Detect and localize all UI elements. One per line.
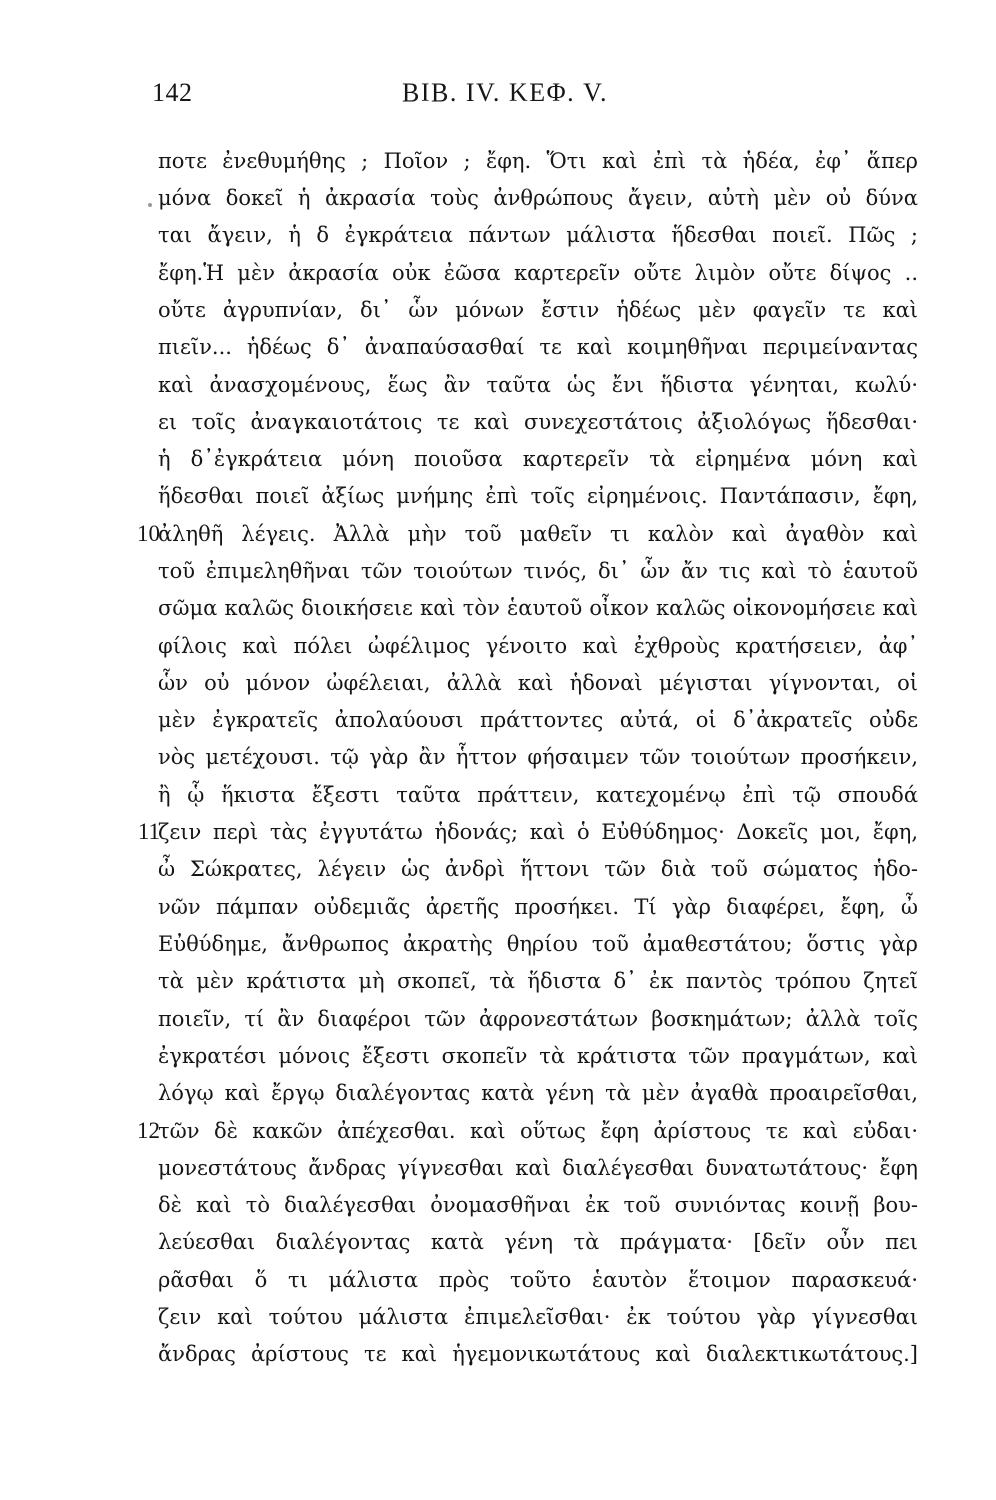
text-line: ει τοῖς ἀναγκαιοτάτοις τε καὶ συνεχεστάτοις ἀξιολόγως ἥδεσθαι· <box>158 410 918 434</box>
text-line: ἢ ᾧ ἥκιστα ἔξεστι ταῦτα πράττειν, κατεχομένῳ ἐπὶ τῷ σπουδά <box>158 783 918 807</box>
text-line: καὶ ἀνασχομένους, ἕως ἂν ταῦτα ὡς ἔνι ἥδιστα γένηται, κωλύ· <box>158 373 918 397</box>
text-line: φίλοις καὶ πόλει ὠφέλιμος γένοιτο καὶ ἐχθροὺς κρατήσειεν, ἀφ᾽ <box>158 634 918 658</box>
section-number-11: 11 <box>137 819 160 844</box>
text-line: ἐγκρατέσι μόνοις ἔξεστι σκοπεῖν τὰ κράτιστα τῶν πραγμάτων, καὶ <box>158 1044 918 1068</box>
page-number: 142 <box>152 78 193 107</box>
section-number-12: 12 <box>137 1118 160 1143</box>
text-line: νὸς μετέχουσι. τῷ γὰρ ἂν ἧττον φήσαιμεν τῶν τοιούτων προσήκειν, <box>158 745 918 769</box>
text-line: λεύεσθαι διαλέγοντας κατὰ γένη τὰ πράγματα· [δεῖν οὖν πει <box>158 1230 918 1254</box>
text-line: ποτε ἐνεθυμήθης ; Ποῖον ; ἔφη. Ὅτι καὶ ἐπὶ τὰ ἡδέα, ἐφ᾽ ἅπερ <box>158 149 918 173</box>
text-line: τῶν δὲ κακῶν ἀπέχεσθαι. καὶ οὕτως ἔφη ἀρίστους τε καὶ εὐδαι· <box>158 1119 918 1143</box>
running-head: ΒΙΒ. IV. ΚΕΦ. V. <box>402 78 609 107</box>
text-line: ἄνδρας ἀρίστους τε καὶ ἡγεμονικωτάτους καὶ διαλεκτικωτάτους.] <box>158 1342 918 1366</box>
text-line: ἥδεσθαι ποιεῖ ἀξίως μνήμης ἐπὶ τοῖς εἰρημένοις. Παντάπασιν, ἔφη, <box>158 484 918 508</box>
text-line: Εὐθύδημε, ἄνθρωπος ἀκρατὴς θηρίου τοῦ ἀμαθεστάτου; ὅστις γὰρ <box>158 932 918 956</box>
text-line: πιεῖν... ἡδέως δ᾽ ἀναπαύσασθαί τε καὶ κοιμηθῆναι περιμείναντας <box>158 335 918 359</box>
text-line: μὲν ἐγκρατεῖς ἀπολαύουσι πράττοντες αὐτά, οἱ δ᾽ἀκρατεῖς οὐδε <box>158 708 918 732</box>
text-line: ὦ Σώκρατες, λέγειν ὡς ἀνδρὶ ἥττονι τῶν διὰ τοῦ σώματος ἡδο- <box>158 857 918 881</box>
text-line: ἀληθῆ λέγεις. Ἀλλὰ μὴν τοῦ μαθεῖν τι καλὸν καὶ ἀγαθὸν καὶ <box>158 522 918 546</box>
text-line: δὲ καὶ τὸ διαλέγεσθαι ὀνομασθῆναι ἐκ τοῦ συνιόντας κοινῇ βου- <box>158 1193 918 1217</box>
text-line: ρᾶσθαι ὅ τι μάλιστα πρὸς τοῦτο ἑαυτὸν ἕτοιμον παρασκευά· <box>158 1268 918 1292</box>
text-line: μόνα δοκεῖ ἡ ἀκρασία τοὺς ἀνθρώπους ἄγειν, αὐτὴ μὲν οὐ δύνα <box>158 186 918 210</box>
section-number-10: 10 <box>137 521 160 546</box>
text-line: ἔφη.Ἡ μὲν ἀκρασία οὐκ ἐῶσα καρτερεῖν οὔτε λιμὸν οὔτε δίψος .. <box>158 261 918 285</box>
text-line: λόγῳ καὶ ἔργῳ διαλέγοντας κατὰ γένη τὰ μὲν ἀγαθὰ προαιρεῖσθαι, <box>158 1081 918 1105</box>
text-line: ζειν περὶ τὰς ἐγγυτάτω ἡδονάς; καὶ ὁ Εὐθύδημος· Δοκεῖς μοι, ἔφη, <box>158 820 918 844</box>
text-line: σῶμα καλῶς διοικήσειε καὶ τὸν ἑαυτοῦ οἶκον καλῶς οἰκονομήσειε καὶ <box>158 596 918 620</box>
text-line: μονεστάτους ἄνδρας γίγνεσθαι καὶ διαλέγεσθαι δυνατωτάτους· ἔφη <box>158 1156 918 1180</box>
page-header <box>152 78 932 118</box>
text-line: ἡ δ᾽ἐγκράτεια μόνη ποιοῦσα καρτερεῖν τὰ εἰρημένα μόνη καὶ <box>158 447 918 471</box>
print-blemish <box>148 203 152 207</box>
text-line: τὰ μὲν κράτιστα μὴ σκοπεῖ, τὰ ἥδιστα δ᾽ ἐκ παντὸς τρόπου ζητεῖ <box>158 969 918 993</box>
text-line: νῶν πάμπαν οὐδεμιᾶς ἀρετῆς προσήκει. Τί γὰρ διαφέρει, ἔφη, ὦ <box>158 895 918 919</box>
text-line: ποιεῖν, τί ἂν διαφέροι τῶν ἀφρονεστάτων βοσκημάτων; ἀλλὰ τοῖς <box>158 1007 918 1031</box>
text-line: οὔτε ἀγρυπνίαν, δι᾽ ὧν μόνων ἔστιν ἡδέως μὲν φαγεῖν τε καὶ <box>158 298 918 322</box>
text-line: ζειν καὶ τούτου μάλιστα ἐπιμελεῖσθαι· ἐκ τούτου γὰρ γίγνεσθαι <box>158 1305 918 1329</box>
text-line: τοῦ ἐπιμεληθῆναι τῶν τοιούτων τινός, δι᾽ ὧν ἄν τις καὶ τὸ ἑαυτοῦ <box>158 559 918 583</box>
text-line: ται ἄγειν, ἡ δ ἐγκράτεια πάντων μάλιστα ἥδεσθαι ποιεῖ. Πῶς ; <box>158 223 918 247</box>
text-line: ὧν οὐ μόνον ὠφέλειαι, ἀλλὰ καὶ ἡδοναὶ μέγισται γίγνονται, οἱ <box>158 671 918 695</box>
